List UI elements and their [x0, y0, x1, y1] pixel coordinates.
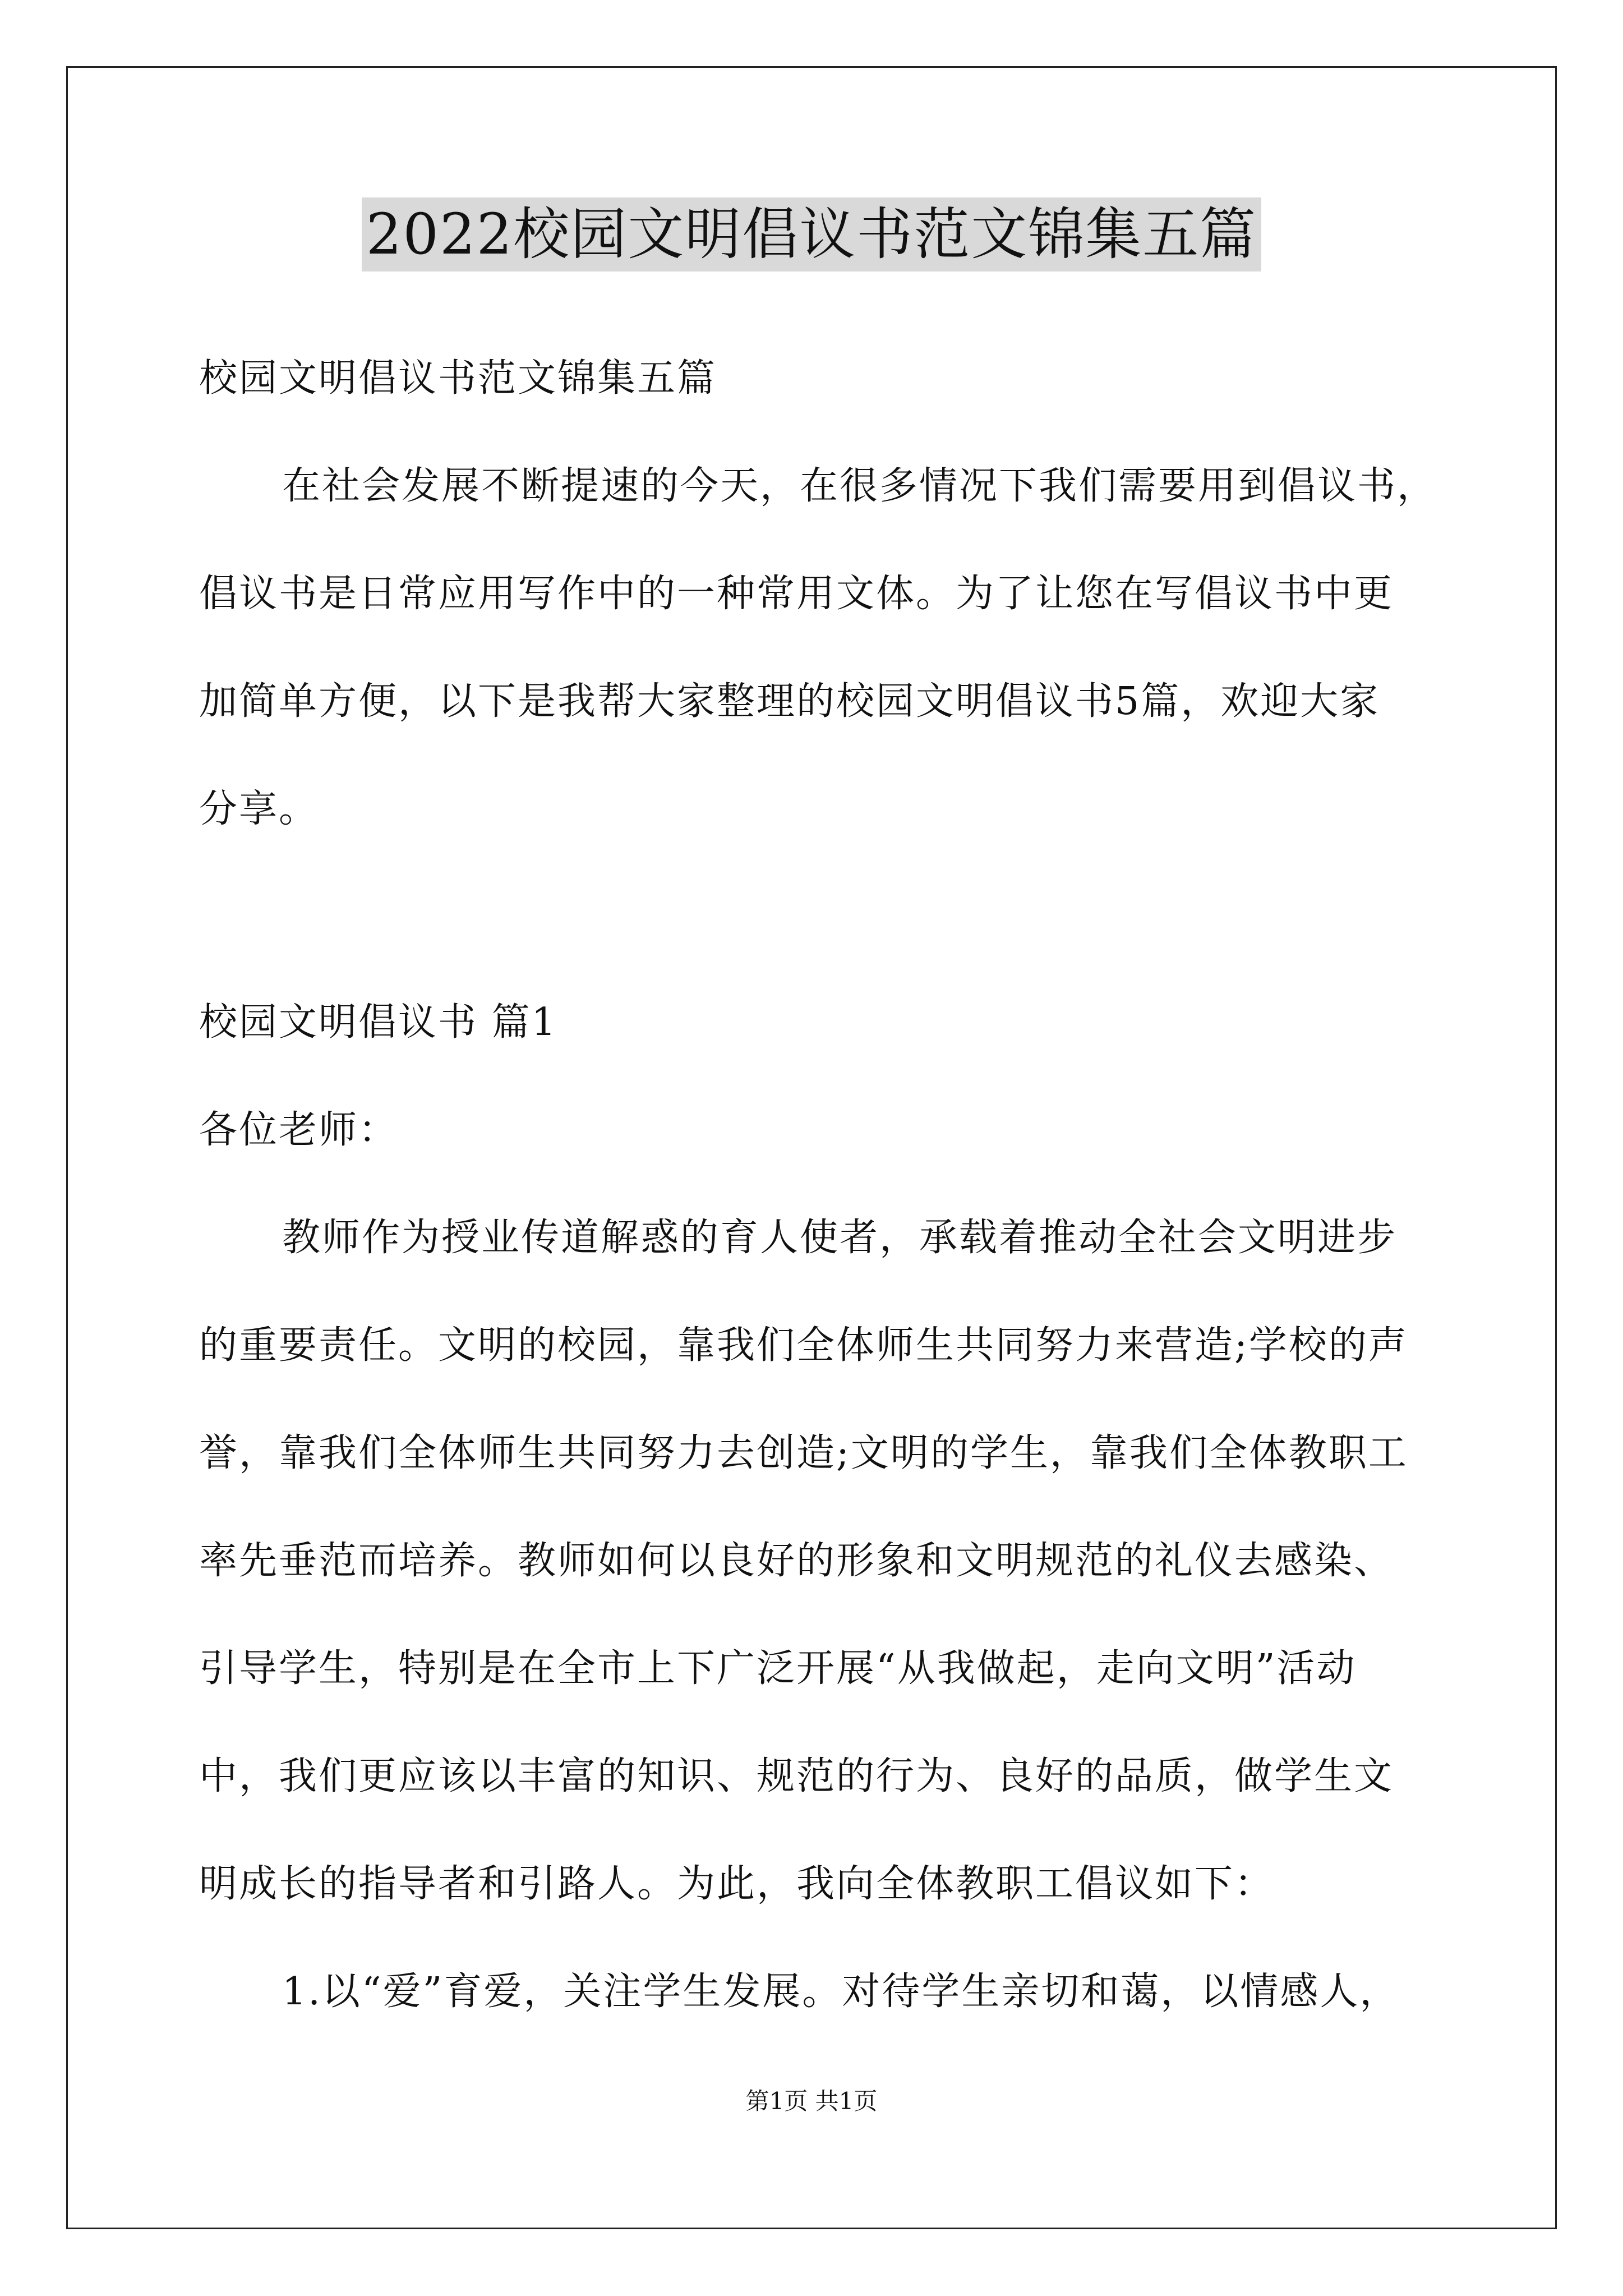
salutation: 各位老师： [199, 1108, 399, 1152]
body-line-5: 引导学生，特别是在全市上下广泛开展“从我做起，走向文明”活动 [199, 1646, 1357, 1691]
body-line-6: 中，我们更应该以丰富的知识、规范的行为、良好的品质，做学生文 [199, 1754, 1394, 1798]
page-footer: 第1页 共1页 [745, 2087, 878, 2115]
intro-line-1: 在社会发展不断提速的今天，在很多情况下我们需要用到倡议书， [282, 464, 1437, 508]
section-heading: 校园文明倡议书 篇1 [199, 1000, 557, 1045]
document-title: 2022校园文明倡议书范文锦集五篇 [362, 197, 1262, 272]
body-line-7: 明成长的指导者和引路人。为此，我向全体教职工倡议如下： [199, 1862, 1275, 1906]
subtitle: 校园文明倡议书范文锦集五篇 [199, 356, 717, 401]
intro-line-2: 倡议书是日常应用写作中的一种常用文体。为了让您在写倡议书中更 [199, 572, 1394, 616]
body-line-4: 率先垂范而培养。教师如何以良好的形象和文明规范的礼仪去感染、 [199, 1539, 1394, 1583]
list-item-1: 1.以“爱”育爱，关注学生发展。对待学生亲切和蔼，以情感人， [282, 1970, 1400, 2014]
body-line-3: 誉，靠我们全体师生共同努力去创造;文明的学生，靠我们全体教职工 [199, 1431, 1408, 1475]
title-container [0, 197, 1623, 272]
intro-line-4: 分享。 [199, 787, 319, 831]
body-line-1: 教师作为授业传道解惑的育人使者，承载着推动全社会文明进步 [282, 1216, 1398, 1260]
body-line-2: 的重要责任。文明的校园，靠我们全体师生共同努力来营造;学校的声 [199, 1323, 1408, 1368]
intro-line-3: 加简单方便，以下是我帮大家整理的校园文明倡议书5篇，欢迎大家 [199, 679, 1380, 724]
